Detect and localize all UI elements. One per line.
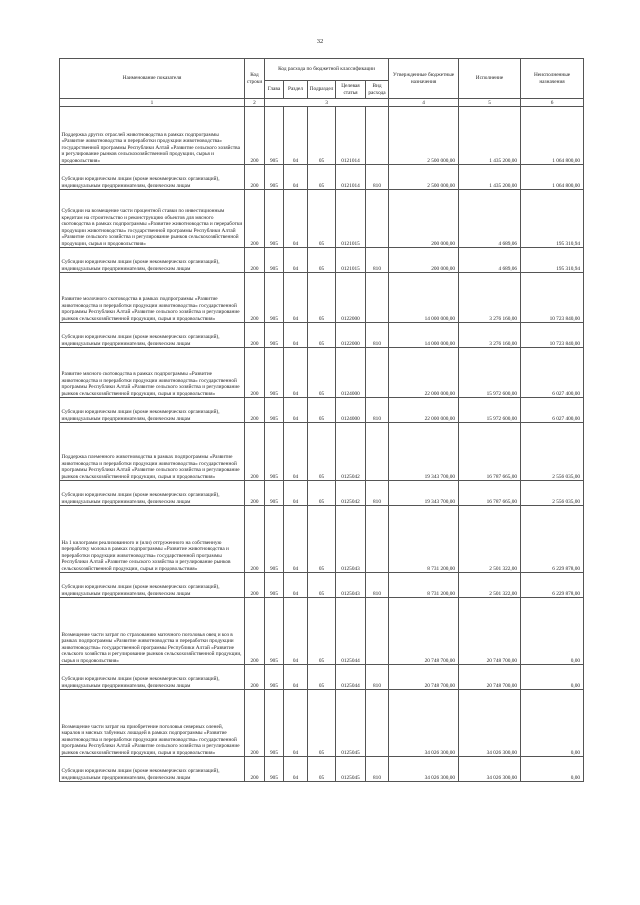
row-target: 0124000	[336, 398, 366, 423]
row-approved: 22 000 000,00	[389, 348, 459, 398]
row-executed: 16 787 665,00	[459, 423, 521, 481]
table-row	[60, 323, 584, 348]
row-executed: 2 501 322,00	[459, 506, 521, 573]
index-3: 3	[265, 99, 389, 107]
row-code: 200	[245, 273, 265, 323]
row-name: Развитие мясного скотоводства в рамках подпрограммы «Развитие животноводства и переработки продукции животноводства» государственной программы Республики Алтай «Развитие сельского хозяйства и регулирование рынков сельскохозяйственной продукции, сырья и продовольствия»	[60, 348, 245, 398]
table-row	[60, 423, 584, 481]
row-vid: 810	[366, 323, 389, 348]
row-code: 200	[245, 757, 265, 782]
row-executed: 1 435 200,00	[459, 107, 521, 165]
row-name: Поддержка племенного животноводства в рамках подпрограммы «Развитие животноводства и переработки продукции животноводства» государственной программы Республики Алтай «Развитие сельского хозяйства и регулирование рынков сельскохозяйственной продукции, сырья и продовольствия»	[60, 423, 245, 481]
row-vid: 810	[366, 248, 389, 273]
header-code: Код строки	[245, 59, 265, 99]
row-code: 200	[245, 165, 265, 190]
row-remaining: 10 723 840,00	[521, 273, 584, 323]
table-row	[60, 165, 584, 190]
header-approved: Утвержденные бюджетные назначения	[389, 59, 459, 99]
row-approved: 19 343 700,00	[389, 481, 459, 506]
row-glava: 905	[265, 665, 284, 690]
row-executed: 3 276 160,00	[459, 323, 521, 348]
header-unexecuted: Неисполненные назначения	[521, 59, 584, 99]
row-name: Поддержка других отраслей животноводства в рамках подпрограммы «Развитие животноводства и переработки продукции животноводства» государственной программы Республики Алтай «Развитие сельского хозяйства и регулирование рынков сельскохозяйственной продукции, сырья и продовольствия»	[60, 107, 245, 165]
row-vid: 810	[366, 398, 389, 423]
row-name: Возмещение части затрат на приобретение поголовья северных оленей, маралов и мясных табунных лошадей в рамках подпрограммы «Развитие животноводства и переработки продукции животноводства» государственной программы Республики Алтай «Развитие сельского хозяйства и регулирование рынков сельскохозяйственной продукции, сырья и продовольствия»	[60, 690, 245, 757]
page-number: 32	[316, 38, 324, 45]
row-remaining: 0,00	[521, 690, 584, 757]
row-glava: 905	[265, 398, 284, 423]
row-glava: 905	[265, 506, 284, 573]
row-remaining: 195 310,94	[521, 248, 584, 273]
row-podrazdel: 05	[308, 665, 336, 690]
row-vid: 810	[366, 573, 389, 598]
row-glava: 905	[265, 423, 284, 481]
row-approved: 22 000 000,00	[389, 398, 459, 423]
row-approved: 2 500 000,00	[389, 165, 459, 190]
row-target: 0121014	[336, 107, 366, 165]
row-approved: 8 731 200,00	[389, 573, 459, 598]
row-glava: 905	[265, 573, 284, 598]
row-vid: 810	[366, 165, 389, 190]
row-razdel: 04	[284, 690, 308, 757]
header-podrazdel: Подраздел	[308, 81, 336, 99]
row-razdel: 04	[284, 323, 308, 348]
row-approved: 2 500 000,00	[389, 107, 459, 165]
row-executed: 15 972 600,00	[459, 398, 521, 423]
row-podrazdel: 05	[308, 348, 336, 398]
row-razdel: 04	[284, 273, 308, 323]
row-target: 0121014	[336, 165, 366, 190]
row-glava: 905	[265, 107, 284, 165]
row-code: 200	[245, 190, 265, 248]
row-approved: 20 748 700,00	[389, 598, 459, 665]
row-razdel: 04	[284, 348, 308, 398]
row-razdel: 04	[284, 506, 308, 573]
row-code: 200	[245, 323, 265, 348]
header-executed: Исполнение	[459, 59, 521, 99]
row-code: 200	[245, 573, 265, 598]
header-budget-classification: Код расхода по бюджетной классификации	[265, 59, 389, 81]
budget-execution-table	[59, 58, 584, 782]
row-target: 0121015	[336, 248, 366, 273]
row-vid	[366, 273, 389, 323]
column-index-row	[60, 99, 584, 107]
row-vid	[366, 107, 389, 165]
row-approved: 34 026 300,00	[389, 690, 459, 757]
row-name: Субсидии юридическим лицам (кроме некоммерческих организаций), индивидуальным предпринимателям, физическим лицам	[60, 481, 245, 506]
row-target: 0125043	[336, 506, 366, 573]
row-target: 0125045	[336, 757, 366, 782]
row-razdel: 04	[284, 598, 308, 665]
row-approved: 14 000 000,00	[389, 323, 459, 348]
row-code: 200	[245, 506, 265, 573]
index-1: 1	[60, 99, 245, 107]
row-glava: 905	[265, 598, 284, 665]
row-executed: 2 501 322,00	[459, 573, 521, 598]
row-code: 200	[245, 107, 265, 165]
row-razdel: 04	[284, 423, 308, 481]
row-podrazdel: 05	[308, 107, 336, 165]
row-podrazdel: 05	[308, 165, 336, 190]
row-podrazdel: 05	[308, 323, 336, 348]
row-glava: 905	[265, 248, 284, 273]
row-podrazdel: 05	[308, 248, 336, 273]
row-vid: 810	[366, 481, 389, 506]
table-row	[60, 665, 584, 690]
row-razdel: 04	[284, 190, 308, 248]
row-glava: 905	[265, 190, 284, 248]
row-target: 0122000	[336, 273, 366, 323]
row-code: 200	[245, 398, 265, 423]
row-executed: 16 787 665,00	[459, 481, 521, 506]
row-glava: 905	[265, 273, 284, 323]
row-podrazdel: 05	[308, 273, 336, 323]
row-code: 200	[245, 481, 265, 506]
row-name: На 1 килограмм реализованного и (или) отгруженного на собственную переработку молока в рамках подпрограммы «Развитие животноводства и переработки продукции животноводства» государственной программы Республики Алтай «Развитие сельского хозяйства и регулирование рынков сельскохозяйственной продукции, сырья и продовольствия»	[60, 506, 245, 573]
row-vid: 810	[366, 757, 389, 782]
row-vid: 810	[366, 665, 389, 690]
row-name: Субсидии юридическим лицам (кроме некоммерческих организаций), индивидуальным предпринимателям, физическим лицам	[60, 248, 245, 273]
index-2: 2	[245, 99, 265, 107]
row-remaining: 0,00	[521, 598, 584, 665]
table-header	[60, 59, 584, 107]
row-razdel: 04	[284, 398, 308, 423]
row-remaining: 6 229 878,00	[521, 573, 584, 598]
row-name: Субсидии юридическим лицам (кроме некоммерческих организаций), индивидуальным предпринимателям, физическим лицам	[60, 757, 245, 782]
index-6: 6	[521, 99, 584, 107]
row-glava: 905	[265, 348, 284, 398]
row-razdel: 04	[284, 165, 308, 190]
row-vid	[366, 690, 389, 757]
row-remaining: 0,00	[521, 665, 584, 690]
row-name: Субсидии юридическим лицам (кроме некоммерческих организаций), индивидуальным предпринимателям, физическим лицам	[60, 573, 245, 598]
row-glava: 905	[265, 323, 284, 348]
table-row	[60, 348, 584, 398]
row-target: 0125042	[336, 481, 366, 506]
index-4: 4	[389, 99, 459, 107]
row-executed: 20 748 700,00	[459, 665, 521, 690]
row-approved: 200 000,00	[389, 190, 459, 248]
row-remaining: 0,00	[521, 757, 584, 782]
row-name: Субсидии юридическим лицам (кроме некоммерческих организаций), индивидуальным предпринимателям, физическим лицам	[60, 665, 245, 690]
row-razdel: 04	[284, 248, 308, 273]
table-row	[60, 598, 584, 665]
row-razdel: 04	[284, 481, 308, 506]
row-razdel: 04	[284, 757, 308, 782]
row-name: Субсидии на возмещение части процентной ставки по инвестиционным кредитам на строительство и реконструкцию объектов для мясного скотоводства в рамках подпрограммы «Развитие животноводства и переработки продукции животноводства» государственной программы Республики Алтай «Развитие сельского хозяйства и регулирование рынков сельскохозяйственной продукции, сырья и продовольствия»	[60, 190, 245, 248]
table-row	[60, 481, 584, 506]
row-approved: 200 000,00	[389, 248, 459, 273]
row-name: Возмещение части затрат по страхованию маточного поголовья овец и коз в рамках подпрограммы «Развитие животноводства и переработки продукции животноводства» государственной программы Республики Алтай «Развитие сельского хозяйства и регулирование рынков сельскохозяйственной продукции, сырья и продовольствия»	[60, 598, 245, 665]
row-target: 0125045	[336, 690, 366, 757]
row-remaining: 10 723 840,00	[521, 323, 584, 348]
row-remaining: 2 556 035,00	[521, 423, 584, 481]
header-vid: Вид расхода	[366, 81, 389, 99]
row-glava: 905	[265, 481, 284, 506]
row-vid	[366, 348, 389, 398]
row-podrazdel: 05	[308, 481, 336, 506]
row-target: 0125042	[336, 423, 366, 481]
row-razdel: 04	[284, 573, 308, 598]
row-code: 200	[245, 348, 265, 398]
row-code: 200	[245, 665, 265, 690]
table-row	[60, 398, 584, 423]
row-vid	[366, 598, 389, 665]
row-podrazdel: 05	[308, 757, 336, 782]
row-target: 0122000	[336, 323, 366, 348]
row-remaining: 1 064 800,00	[521, 165, 584, 190]
row-name: Субсидии юридическим лицам (кроме некоммерческих организаций), индивидуальным предпринимателям, физическим лицам	[60, 323, 245, 348]
row-razdel: 04	[284, 107, 308, 165]
row-remaining: 2 556 035,00	[521, 481, 584, 506]
table-row	[60, 273, 584, 323]
table-row	[60, 506, 584, 573]
row-podrazdel: 05	[308, 423, 336, 481]
header-razdel: Раздел	[284, 81, 308, 99]
row-target: 0121015	[336, 190, 366, 248]
row-approved: 34 026 300,00	[389, 757, 459, 782]
row-remaining: 6 027 400,00	[521, 348, 584, 398]
row-vid	[366, 423, 389, 481]
table-row	[60, 248, 584, 273]
row-glava: 905	[265, 690, 284, 757]
table-body	[60, 107, 584, 782]
row-podrazdel: 05	[308, 506, 336, 573]
row-vid	[366, 190, 389, 248]
row-vid	[366, 506, 389, 573]
table-row	[60, 757, 584, 782]
row-approved: 20 748 700,00	[389, 665, 459, 690]
row-podrazdel: 05	[308, 190, 336, 248]
row-executed: 3 276 160,00	[459, 273, 521, 323]
row-target: 0125043	[336, 573, 366, 598]
index-5: 5	[459, 99, 521, 107]
table-row	[60, 573, 584, 598]
table-row	[60, 690, 584, 757]
row-remaining: 6 229 878,00	[521, 506, 584, 573]
row-remaining: 1 064 800,00	[521, 107, 584, 165]
row-razdel: 04	[284, 665, 308, 690]
row-executed: 34 026 300,00	[459, 757, 521, 782]
header-glava: Главa	[265, 81, 284, 99]
row-approved: 14 000 000,00	[389, 273, 459, 323]
row-executed: 1 435 200,00	[459, 165, 521, 190]
row-approved: 19 343 700,00	[389, 423, 459, 481]
row-podrazdel: 05	[308, 690, 336, 757]
row-executed: 34 026 300,00	[459, 690, 521, 757]
row-glava: 905	[265, 165, 284, 190]
row-approved: 8 731 200,00	[389, 506, 459, 573]
row-podrazdel: 05	[308, 598, 336, 665]
row-name: Субсидии юридическим лицам (кроме некоммерческих организаций), индивидуальным предпринимателям, физическим лицам	[60, 165, 245, 190]
row-code: 200	[245, 690, 265, 757]
row-podrazdel: 05	[308, 398, 336, 423]
table-row	[60, 190, 584, 248]
header-target: Целевая статья	[336, 81, 366, 99]
row-name: Субсидии юридическим лицам (кроме некоммерческих организаций), индивидуальным предпринимателям, физическим лицам	[60, 398, 245, 423]
row-name: Развитие молочного скотоводства в рамках подпрограммы «Развитие животноводства и переработки продукции животноводства» государственной программы Республики Алтай «Развитие сельского хозяйства и регулирование рынков сельскохозяйственной продукции, сырья и продовольствия»	[60, 273, 245, 323]
row-executed: 20 748 700,00	[459, 598, 521, 665]
row-code: 200	[245, 423, 265, 481]
row-executed: 4 689,06	[459, 248, 521, 273]
row-target: 0124000	[336, 348, 366, 398]
row-code: 200	[245, 248, 265, 273]
row-remaining: 6 027 400,00	[521, 398, 584, 423]
row-podrazdel: 05	[308, 573, 336, 598]
row-glava: 905	[265, 757, 284, 782]
header-name: Наименование показателя	[60, 59, 245, 99]
table-row	[60, 107, 584, 165]
row-executed: 15 972 600,00	[459, 348, 521, 398]
row-remaining: 195 310,94	[521, 190, 584, 248]
row-target: 0125044	[336, 665, 366, 690]
row-target: 0125044	[336, 598, 366, 665]
row-executed: 4 689,06	[459, 190, 521, 248]
row-code: 200	[245, 598, 265, 665]
